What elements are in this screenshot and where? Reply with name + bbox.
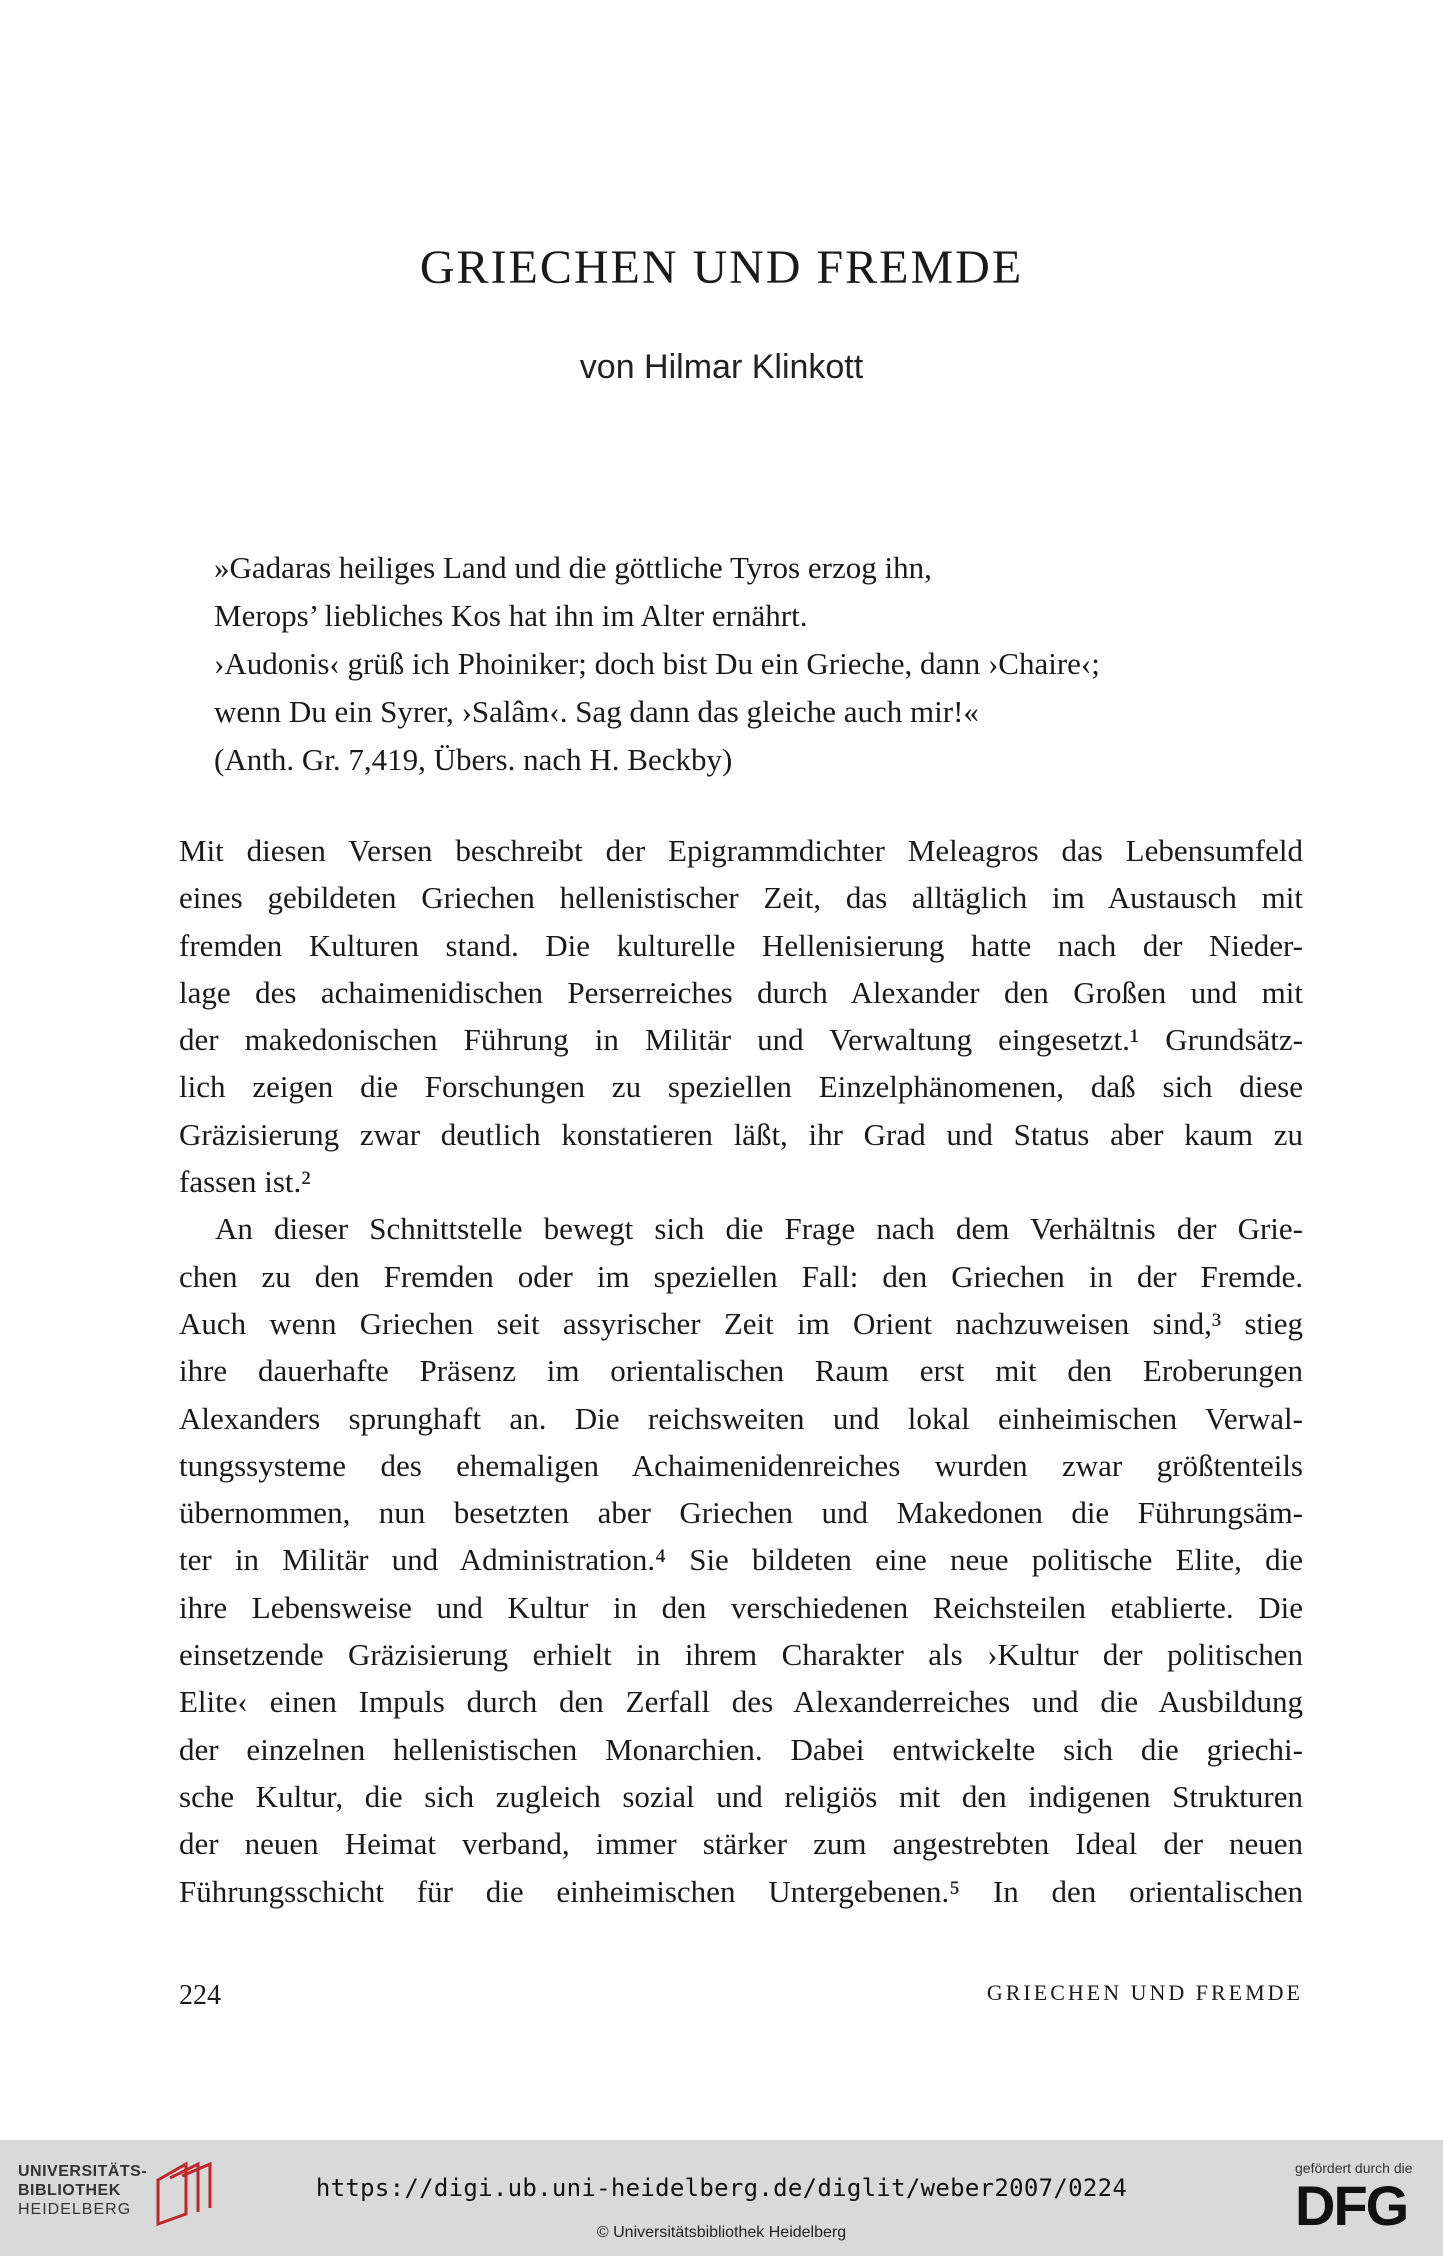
body-line: Elite‹ einen Impuls durch den Zerfall des Alexanderreiches und die Ausbildung	[179, 1684, 1303, 1720]
body-line: der makedonischen Führung in Militär und Verwaltung eingesetzt.¹ Grundsätz-	[179, 1022, 1303, 1058]
dfg-wordmark: DFG	[1295, 2174, 1408, 2237]
epigraph-line: wenn Du ein Syrer, ›Salâm‹. Sag dann das gleiche auch mir!«	[214, 694, 979, 729]
body-line: fassen ist.²	[179, 1164, 311, 1200]
body-line: tungssysteme des ehemaligen Achaimenidenreiches wurden zwar größtenteils	[179, 1447, 1303, 1483]
article-author: von Hilmar Klinkott	[579, 348, 864, 386]
library-name-line: UNIVERSITÄTS-	[18, 2163, 148, 2180]
body-line: ihre dauerhafte Präsenz im orientalischen Raum erst mit den Eroberungen	[179, 1353, 1303, 1389]
body-line: ihre Lebensweise und Kultur in den verschiedenen Reichsteilen etablierte. Die	[179, 1589, 1303, 1625]
body-line: Führungsschicht für die einheimischen Untergebenen.⁵ In den orientalischen	[179, 1873, 1303, 1909]
library-name-line: BIBLIOTHEK	[18, 2182, 121, 2199]
body-line: Alexanders sprunghaft an. Die reichsweiten und lokal einheimischen Verwal-	[179, 1400, 1303, 1436]
copyright-notice: © Universitätsbibliothek Heidelberg	[596, 2224, 847, 2241]
epigraph-line: ›Audonis‹ grüß ich Phoiniker; doch bist Du ein Grieche, dann ›Chaire‹;	[214, 646, 1100, 681]
page-number: 224	[179, 1980, 221, 2011]
body-line: sche Kultur, die sich zugleich sozial und religiös mit den indigenen Strukturen	[179, 1778, 1303, 1814]
body-line: der neuen Heimat verband, immer stärker zum angestrebten Ideal der neuen	[179, 1826, 1303, 1862]
running-head: GRIECHEN UND FREMDE	[986, 1980, 1303, 2005]
permalink-url[interactable]: https://digi.ub.uni-heidelberg.de/diglit/weber2007/0224	[315, 2174, 1128, 2202]
body-line: Mit diesen Versen beschreibt der Epigrammdichter Meleagros das Lebensumfeld	[179, 833, 1303, 868]
body-line: lich zeigen die Forschungen zu speziellen Einzelphänomenen, daß sich diese	[179, 1069, 1303, 1105]
body-line: übernommen, nun besetzten aber Griechen und Makedonen die Führungsäm-	[179, 1495, 1303, 1531]
page-footer	[179, 1980, 1303, 2020]
body-line: An dieser Schnittstelle bewegt sich die Frage nach dem Verhältnis der Grie-	[215, 1211, 1303, 1247]
body-line: fremden Kulturen stand. Die kulturelle Hellenisierung hatte nach der Nieder-	[179, 927, 1303, 963]
body-line: ter in Militär und Administration.⁴ Sie bildeten eine neue politische Elite, die	[179, 1542, 1303, 1578]
epigraph-source: (Anth. Gr. 7,419, Übers. nach H. Beckby)	[214, 742, 733, 777]
epigraph-line: »Gadaras heiliges Land und die göttliche Tyros erzog ihn,	[214, 550, 932, 585]
body-line: der einzelnen hellenistischen Monarchien. Dabei entwickelte sich die griechi-	[179, 1731, 1303, 1767]
body-line: eines gebildeten Griechen hellenistischer Zeit, das alltäglich im Austausch mit	[179, 880, 1303, 916]
body-text	[179, 827, 1303, 1915]
body-line: Gräzisierung zwar deutlich konstatieren läßt, ihr Grad und Status aber kaum zu	[179, 1116, 1303, 1152]
body-line: Auch wenn Griechen seit assyrischer Zeit im Orient nachzuweisen sind,³ stieg	[179, 1305, 1303, 1341]
body-line: lage des achaimenidischen Perserreiches durch Alexander den Großen und mit	[179, 974, 1303, 1010]
body-line: einsetzende Gräzisierung erhielt in ihrem Charakter als ›Kultur der politischen	[179, 1637, 1303, 1673]
dfg-logo[interactable]	[1295, 2160, 1425, 2237]
epigraph	[214, 544, 1314, 784]
epigraph-line: Merops’ liebliches Kos hat ihn im Alter ernährt.	[214, 598, 808, 633]
viewer-footer-bar	[0, 2140, 1443, 2256]
body-line: chen zu den Fremden oder im speziellen Fall: den Griechen in der Fremde.	[179, 1258, 1303, 1294]
dfg-funding-label: gefördert durch die	[1295, 2160, 1413, 2176]
article-title: GRIECHEN UND FREMDE	[419, 241, 1024, 294]
library-name-line: HEIDELBERG	[18, 2201, 132, 2218]
